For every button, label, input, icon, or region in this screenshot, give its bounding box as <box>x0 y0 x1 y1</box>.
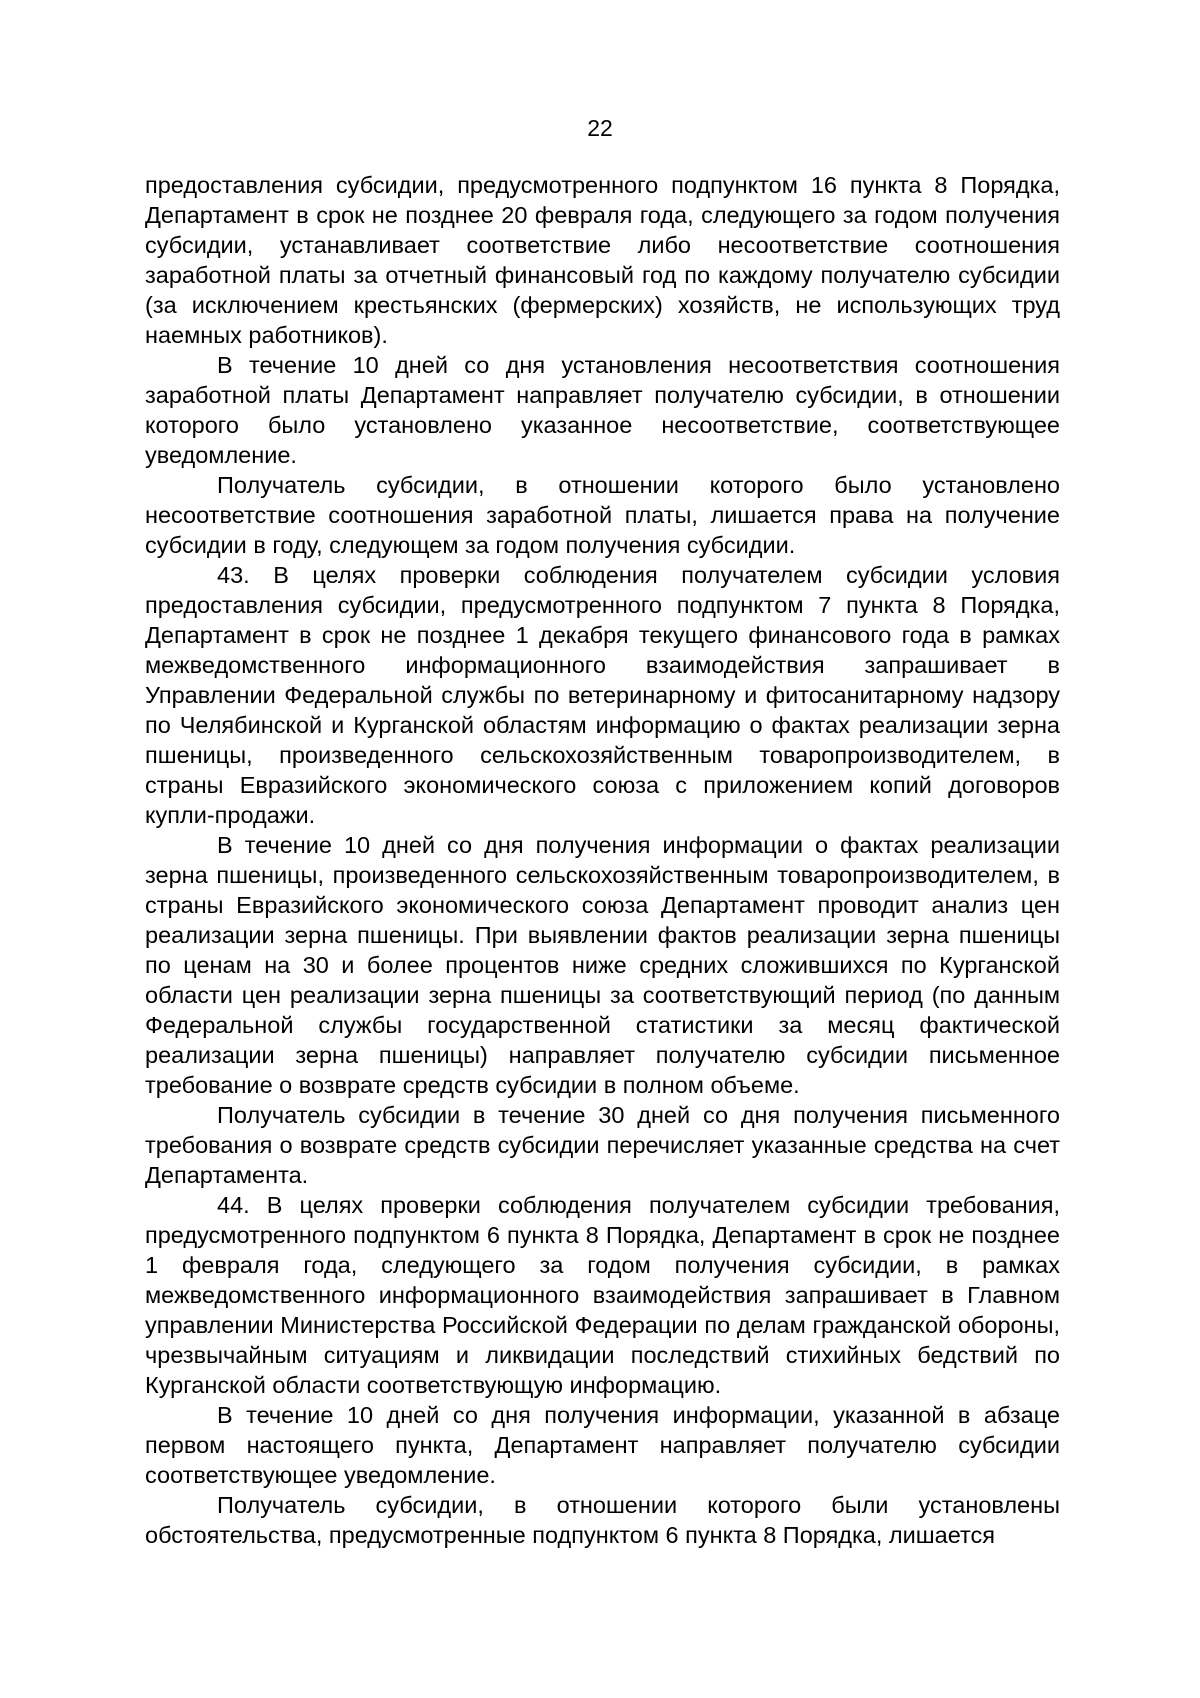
paragraph-last: Получатель субсидии, в отношении которого были установлены обстоятельства, предусмотренные подпунктом 6 пункта 8 Порядка, лишается <box>145 1492 1060 1548</box>
paragraph-clause-43: 43. В целях проверки соблюдения получателем субсидии условия предоставления субсидии, предусмотренного подпунктом 7 пункта 8 Порядка, Департамент в срок не позднее 1 декабря текущего финансового года в рамках межведомственного информационного взаимодействия запрашивает в Управлении Федеральной службы по ветеринарному и фитосанитарному надзору по Челябинской и Курганской областям информацию о фактах реализации зерна пшеницы, произведенного сельскохозяйственным товаропроизводителем, в страны Евразийского экономического союза с приложением копий договоров купли-продажи. <box>145 562 1060 828</box>
paragraph: В течение 10 дней со дня получения информации о фактах реализации зерна пшеницы, произведенного сельскохозяйственным товаропроизводителем, в страны Евразийского экономического союза Департамент проводит анализ цен реализации зерна пшеницы. При выявлении фактов реализации зерна пшеницы по ценам на 30 и более процентов ниже средних сложившихся по Курганской области цен реализации зерна пшеницы за соответствующий период (по данным Федеральной службы государственной статистики за месяц фактической реализации зерна пшеницы) направляет получателю субсидии письменное требование о возврате средств субсидии в полном объеме. <box>145 832 1060 1098</box>
paragraph-clause-44: 44. В целях проверки соблюдения получателем субсидии требования, предусмотренного подпунктом 6 пункта 8 Порядка, Департамент в срок не позднее 1 февраля года, следующего за годом получения субсидии, в рамках межведомственного информационного взаимодействия запрашивает в Главном управлении Министерства Российской Федерации по делам гражданской обороны, чрезвычайным ситуациям и ликвидации последствий стихийных бедствий по Курганской области соответствующую информацию. <box>145 1192 1060 1398</box>
paragraph: Получатель субсидии, в отношении которого было установлено несоответствие соотношения заработной платы, лишается права на получение субсидии в году, следующем за годом получения субсидии. <box>145 472 1060 558</box>
paragraph: В течение 10 дней со дня установления несоответствия соотношения заработной платы Департамент направляет получателю субсидии, в отношении которого было установлено указанное несоответствие, соответствующее уведомление. <box>145 352 1060 468</box>
paragraph: В течение 10 дней со дня получения информации, указанной в абзаце первом настоящего пункта, Департамент направляет получателю субсидии соответствующее уведомление. <box>145 1402 1060 1488</box>
document-body <box>145 170 1060 1550</box>
paragraph: предоставления субсидии, предусмотренного подпунктом 16 пункта 8 Порядка, Департамент в срок не позднее 20 февраля года, следующего за годом получения субсидии, устанавливает соответствие либо несоответствие соотношения заработной платы за отчетный финансовый год по каждому получателю субсидии (за исключением крестьянских (фермерских) хозяйств, не использующих труд наемных работников). <box>145 172 1060 348</box>
page-number: 22 <box>587 115 613 141</box>
paragraph: Получатель субсидии в течение 30 дней со дня получения письменного требования о возврате средств субсидии перечисляет указанные средства на счет Департамента. <box>145 1102 1060 1188</box>
